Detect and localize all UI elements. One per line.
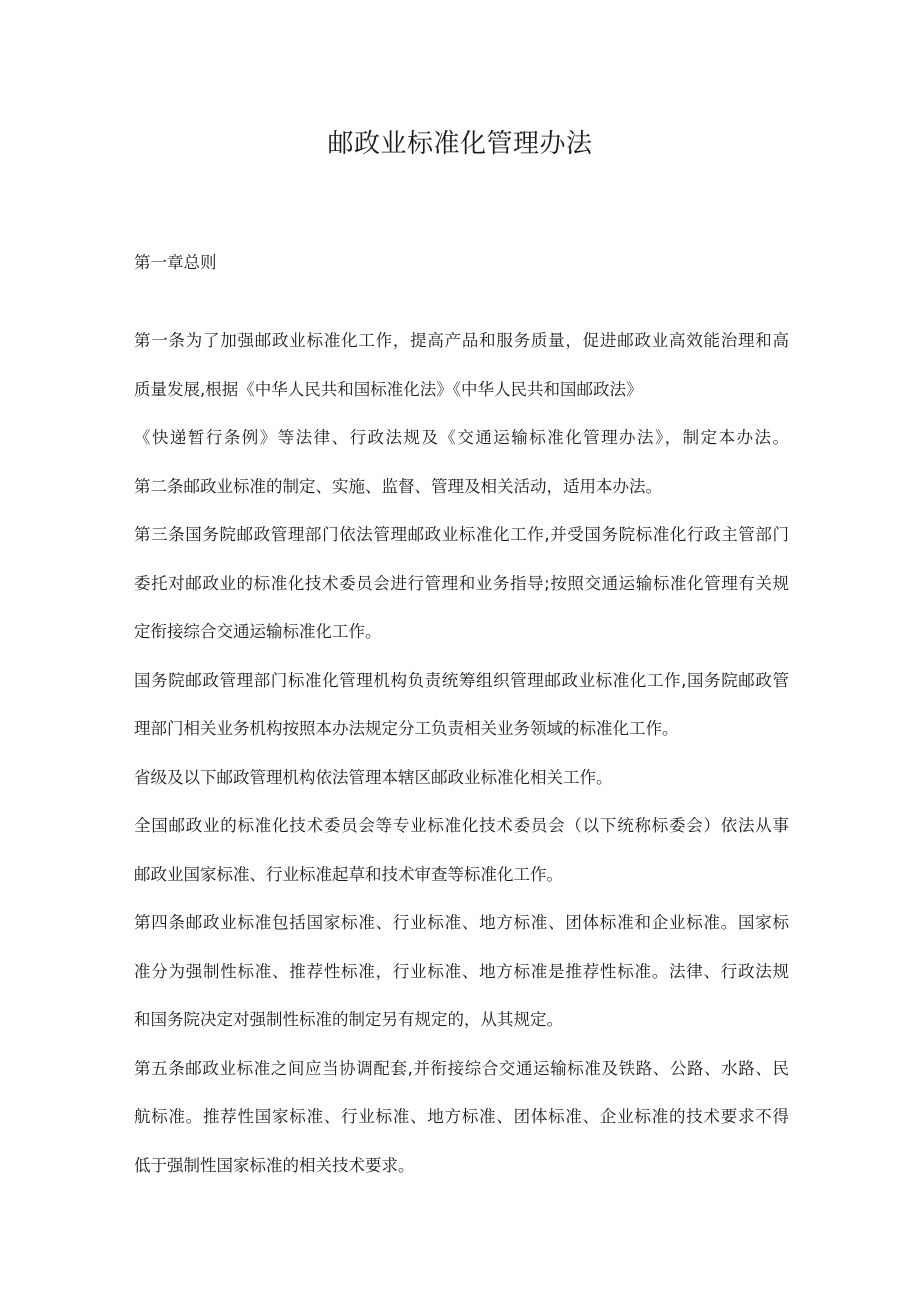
article-5-line-3: 低于强制性国家标准的相关技术要求。 — [134, 1155, 415, 1175]
article-4-line-1: 第四条邮政业标准包括国家标准、行业标准、地方标准、团体标准和企业标准。国家标 — [134, 913, 789, 932]
article-4-line-2: 准分为强制性标准、推荐性标准，行业标准、地方标准是推荐性标准。法律、行政法规 — [134, 961, 789, 981]
document-body — [134, 317, 789, 1190]
article-3-line-3: 定衔接综合交通运输标准化工作。 — [134, 622, 382, 641]
article-1-line-3: 《快递暂行条例》等法律、行政法规及《交通运输标准化管理办法》，制定本办法。 — [134, 428, 789, 447]
article-1-line-1: 第一条为了加强邮政业标准化工作，提高产品和服务质量，促进邮政业高效能治理和高 — [134, 331, 789, 350]
article-5-line-2: 航标准。推荐性国家标准、行业标准、地方标准、团体标准、企业标准的技术要求不得 — [134, 1107, 789, 1126]
article-3-line-2: 委托对邮政业的标准化技术委员会进行管理和业务指导;按照交通运输标准化管理有关规 — [134, 573, 789, 593]
article-5-line-1: 第五条邮政业标准之间应当协调配套,并衔接综合交通运输标准及铁路、公路、水路、民 — [134, 1058, 789, 1078]
paragraph-provincial-line-1: 省级及以下邮政管理机构依法管理本辖区邮政业标准化相关工作。 — [134, 767, 613, 787]
paragraph-postal-authority-line-1: 国务院邮政管理部门标准化管理机构负责统筹组织管理邮政业标准化工作,国务院邮政管 — [134, 670, 789, 690]
paragraph-postal-authority-line-2: 理部门相关业务机构按照本办法规定分工负责相关业务领域的标准化工作。 — [134, 719, 679, 738]
document-title: 邮政业标准化管理办法 — [327, 129, 593, 159]
article-4-line-3: 和国务院决定对强制性标准的制定另有规定的，从其规定。 — [134, 1010, 563, 1029]
chapter-heading: 第一章总则 — [134, 253, 217, 272]
article-1-line-2: 质量发展,根据《中华人民共和国标准化法》《中华人民共和国邮政法》 — [134, 379, 643, 399]
paragraph-committee-line-1: 全国邮政业的标准化技术委员会等专业标准化技术委员会（以下统称标委会）依法从事 — [134, 816, 789, 835]
article-2-line-1: 第二条邮政业标准的制定、实施、监督、管理及相关活动，适用本办法。 — [134, 476, 662, 496]
paragraph-committee-line-2: 邮政业国家标准、行业标准起草和技术审查等标准化工作。 — [134, 864, 563, 884]
article-3-line-1: 第三条国务院邮政管理部门依法管理邮政业标准化工作,并受国务院标准化行政主管部门 — [134, 525, 789, 544]
